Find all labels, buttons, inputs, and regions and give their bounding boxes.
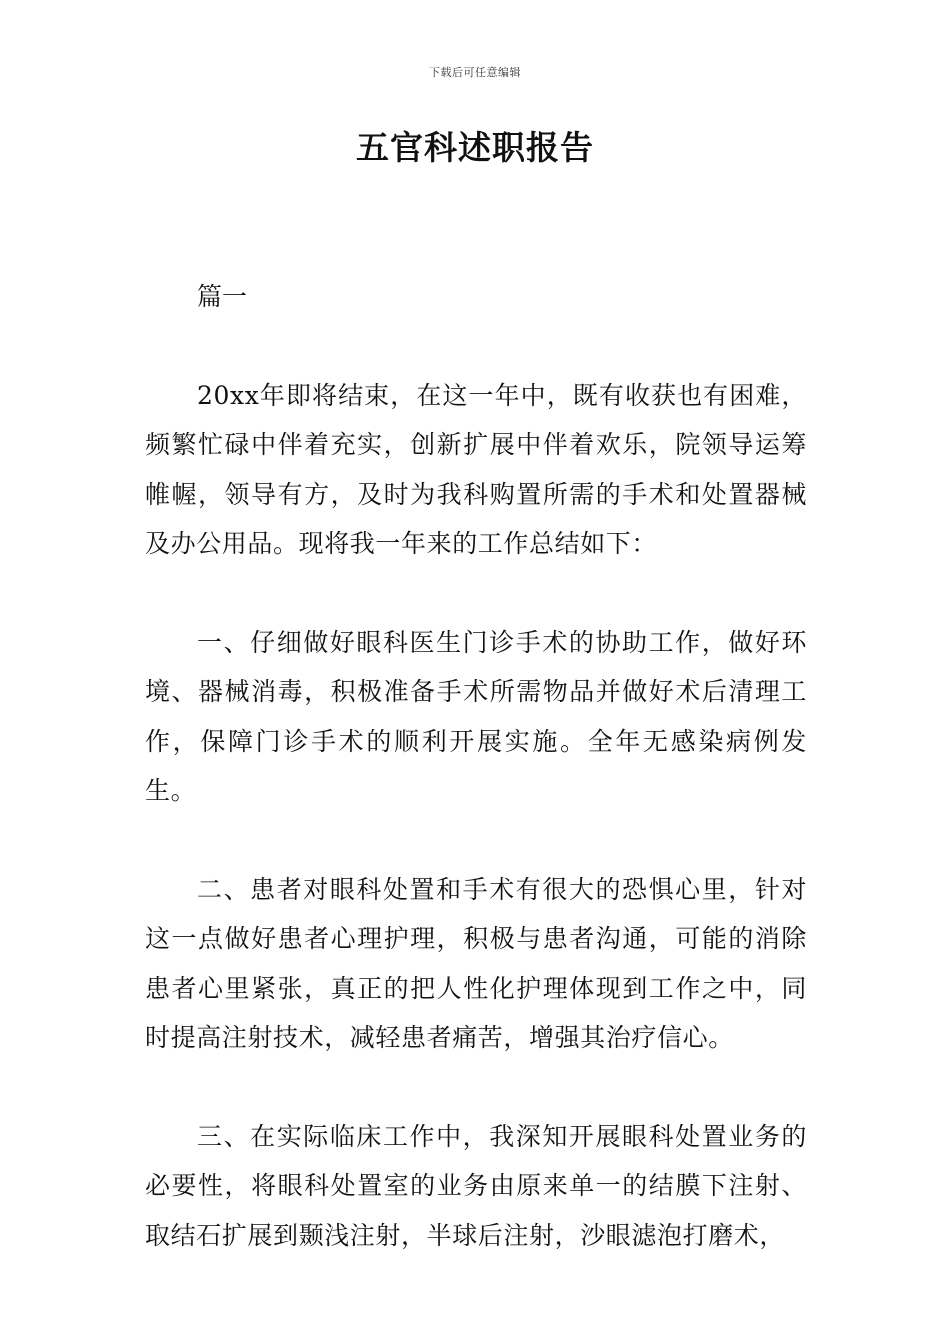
document-body [145,272,807,1309]
paragraph-intro: 20xx年即将结束，在这一年中，既有收获也有困难，频繁忙碌中伴着充实，创新扩展中伴着欢乐，院领导运筹帷幄，领导有方，及时为我科购置所需的手术和处置器械及办公用品。现将我一年来的工作总结如下： [145,380,807,558]
paragraph-item-2: 二、患者对眼科处置和手术有很大的恐惧心里，针对这一点做好患者心理护理，积极与患者沟通，可能的消除患者心里紧张，真正的把人性化护理体现到工作之中，同时提高注射技术，减轻患者痛苦，增强其治疗信心。 [145,874,807,1052]
paragraph-item-1: 一、仔细做好眼科医生门诊手术的协助工作，做好环境、器械消毒，积极准备手术所需物品并做好术后清理工作，保障门诊手术的顺利开展实施。全年无感染病例发生。 [145,627,807,805]
section-label: 篇一 [197,282,248,311]
document-title: 五官科述职报告 [356,128,594,167]
paragraph-item-3: 三、在实际临床工作中，我深知开展眼科处置业务的必要性，将眼科处置室的业务由原来单一的结膜下注射、取结石扩展到颞浅注射，半球后注射，沙眼滤泡打磨术， [145,1121,807,1250]
header-note: 下载后可任意编辑 [429,66,521,79]
